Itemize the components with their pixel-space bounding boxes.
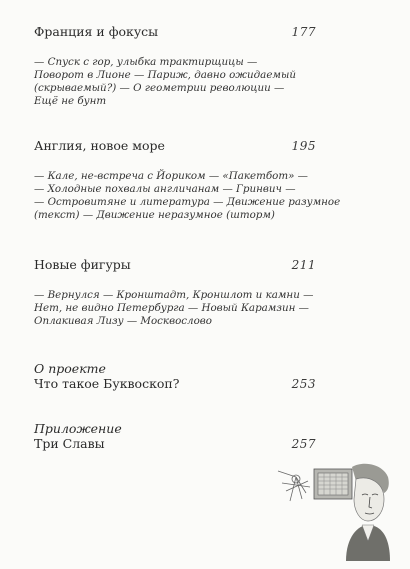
lantern-box-icon xyxy=(314,469,352,499)
description-line: Ещё не бунт xyxy=(34,95,107,107)
toc-entry-page-number: 257 xyxy=(291,437,316,451)
toc-entry-about xyxy=(34,361,316,392)
description-line: — Холодные похвалы англичанам — Гринвич — xyxy=(34,183,296,195)
toc-entry-page-number: 253 xyxy=(291,377,316,391)
toc-entry-title: Что такое Буквоскоп? xyxy=(34,376,180,391)
projector-device-icon xyxy=(278,471,310,501)
toc-entry-description xyxy=(34,56,316,108)
toc-entry-header xyxy=(34,376,316,392)
toc-entry-description xyxy=(34,170,341,222)
description-line: — Спуск с гор, улыбка трактирщицы — xyxy=(34,56,258,68)
toc-entry-england xyxy=(34,138,341,222)
description-line: (текст) — Движение неразумное (шторм) xyxy=(34,209,275,221)
toc-entry-label: О проекте xyxy=(34,361,106,376)
description-line: Поворот в Лионе — Париж, давно ожидаемый xyxy=(34,69,296,81)
toc-entry-label: Приложение xyxy=(34,421,122,436)
description-line: Оплакивая Лизу — Москвослово xyxy=(34,315,212,327)
description-line: — Вернулся — Кронштадт, Кроншлот и камни — xyxy=(34,289,314,301)
toc-entry-header xyxy=(34,24,316,40)
toc-entry-page-number: 211 xyxy=(291,258,316,272)
toc-entry-page-number: 177 xyxy=(291,25,316,39)
description-line: Нет, не видно Петербурга — Новый Карамзин — xyxy=(34,302,309,314)
toc-entry-header xyxy=(34,436,316,452)
description-line: — Кале, не-встреча с Йориком — «Пакетбот» — xyxy=(34,170,308,182)
toc-entry-new-figures xyxy=(34,257,316,328)
toc-entry-appendix xyxy=(34,421,316,452)
toc-entry-france xyxy=(34,24,316,108)
toc-entry-description xyxy=(34,289,316,328)
toc-entry-title: Три Славы xyxy=(34,436,105,451)
toc-entry-page-number: 195 xyxy=(291,139,316,153)
portrait-with-lantern-engraving xyxy=(266,463,390,561)
toc-entry-title: Англия, новое море xyxy=(34,138,165,153)
toc-entry-title: Новые фигуры xyxy=(34,257,131,272)
toc-entry-title: Франция и фокусы xyxy=(34,24,159,39)
toc-entry-header xyxy=(34,138,316,154)
toc-entry-header xyxy=(34,257,316,273)
description-line: (скрываемый?) — О геометрии революции — xyxy=(34,82,285,94)
description-line: — Островитяне и литература — Движение разумное xyxy=(34,196,341,208)
